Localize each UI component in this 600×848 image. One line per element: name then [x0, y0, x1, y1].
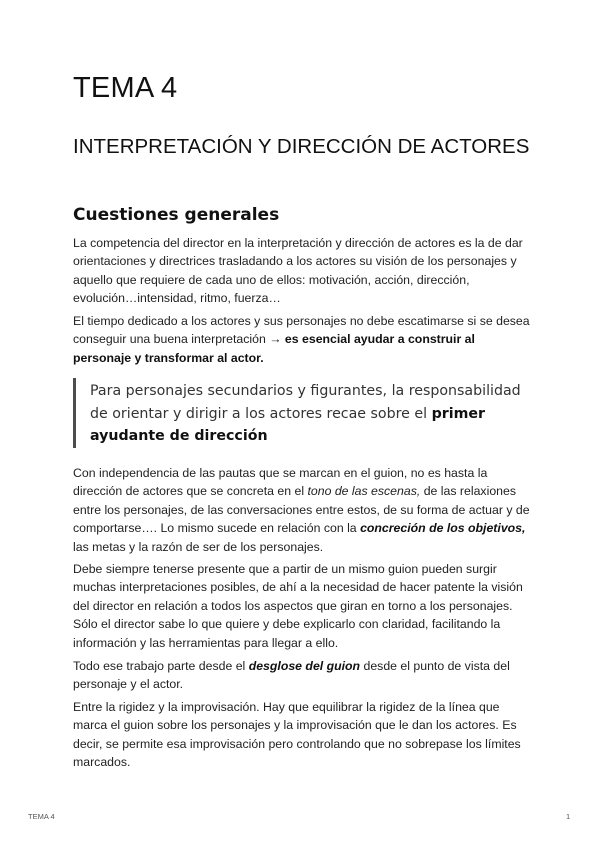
paragraph-2-text: El tiempo dedicado a los actores y sus personajes no debe escatimarse si se desea conseguir una buena interpretación → [73, 314, 530, 347]
paragraph-3-text-a: Con independencia de las pautas que se marcan en el guion, no es hasta la dirección de actores que se concreta en el [73, 466, 488, 499]
paragraph-5-bold-italic: desglose del guion [248, 659, 361, 673]
footer-page-number: 1 [566, 812, 571, 821]
paragraph-5-text-c: desde el punto de vista del personaje y el actor. [73, 659, 510, 692]
blockquote-text: Para personajes secundarios y figurantes, la responsabilidad de orientar y dirigir a los actores recae sobre el [90, 383, 521, 422]
paragraph-3 [73, 464, 535, 556]
footer-chapter: TEMA 4 [28, 812, 55, 821]
blockquote-bold: primer ayudante de dirección [90, 405, 485, 445]
blockquote [90, 380, 540, 448]
paragraph-5-text-a: Todo ese trabajo parte desde el [73, 659, 249, 673]
paragraph-2-bold: es esencial ayudar a construir al personaje y transformar al actor. [73, 332, 475, 365]
chapter-title: INTERPRETACIÓN Y DIRECCIÓN DE ACTORES [73, 135, 530, 158]
chapter-label: TEMA 4 [73, 72, 178, 104]
paragraph-3-bold-italic: concreción de los objetivos, [360, 521, 526, 536]
paragraph-3-text-c: de las relaxiones entre los personajes, de las conversaciones entre estos, de su forma de actuar y de comportarse…. Lo mismo sucede en relación con la [73, 484, 530, 536]
paragraph-3-italic: tono de las escenas, [307, 484, 421, 499]
paragraph-4: Debe siempre tenerse presente que a partir de un mismo guion pueden surgir muchas interpretaciones posibles, de ahí a la necesidad de hacer patente la visión del director en relación a todos los aspectos que giran en torno a los personajes. Sólo el director sabe lo que quiere y debe explicarlo con claridad, facilitando la información y las herramientas para llegar a ello. [73, 562, 523, 650]
blockquote-bar [73, 378, 76, 448]
paragraph-1: La competencia del director en la interpretación y dirección de actores es la de dar orientaciones y directrices trasladando a los actores su visión de los personajes y aquello que requiere de cada uno de ellos: motivación, acción, dirección, evolución…intensidad, ritmo, fuerza… [73, 236, 523, 306]
paragraph-6: Entre la rigidez y la improvisación. Hay que equilibrar la rigidez de la línea que marca el guion sobre los personajes y la improvisación que le dan los actores. Es decir, se permite esa improvisación pero controlando que no sobrepase los límites marcados. [73, 700, 521, 770]
paragraph-2 [73, 312, 535, 367]
paragraph-5 [73, 657, 535, 694]
paragraph-3-text-e: las metas y la razón de ser de los personajes. [73, 539, 324, 554]
section-heading: Cuestiones generales [73, 205, 280, 225]
